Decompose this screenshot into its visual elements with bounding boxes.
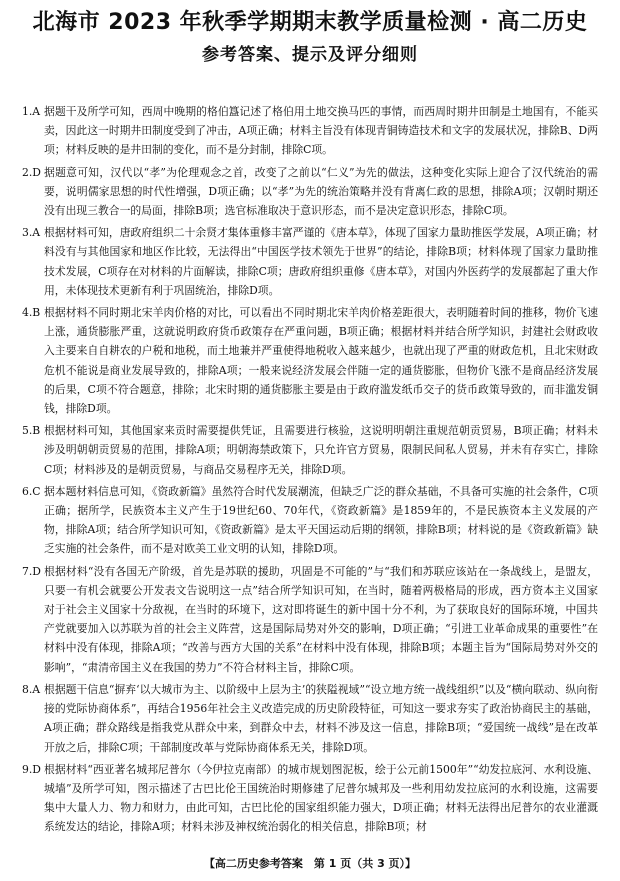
answer-number: 2.D	[22, 165, 41, 179]
answer-explanation: 根据材料“西亚著名城邦尼普尔（今伊拉克南部）的城市规划图泥板，绘于公元前1500年”“幼发拉底河、水利设施、城墙”及所学可知，图示描述了古巴比伦王国统治时期修建了尼普尔城邦及一些利用幼发拉底河的水利设施，这需要集中大量人力、物力和财力，由此可知，古巴比伦的国家组织能力强大，D项正确；材料无法得出尼普尔的农业灌溉系统发达的结论，排除A项；材料未涉及神权统治弱化的相关信息，排除B项；材	[44, 762, 598, 834]
answer-item	[22, 102, 598, 160]
answer-item	[22, 223, 598, 300]
answer-explanation: 根据材料可知，唐政府组织二十余贤才集体重修丰富严谨的《唐本草》，体现了国家力量助推医学发展，A项正确；材料没有与其他国家和地区作比较，无法得出“中国医学技术领先于世界”的结论，排除B项；材料体现了国家力量助推技术发展，C项存在对材料的片面解读，排除C项；唐政府组织重修《唐本草》，对国内外医药学的发展都起了重大作用，未体现技术更新有利于巩固统治，排除D项。	[44, 226, 598, 297]
answer-number: 9.D	[22, 762, 41, 776]
answer-item	[22, 680, 598, 757]
answer-number: 3.A	[22, 226, 41, 240]
answer-item	[22, 163, 598, 221]
answer-item	[22, 562, 598, 677]
answer-number: 8.A	[22, 682, 41, 696]
answer-list	[22, 102, 598, 837]
answer-item	[22, 760, 598, 837]
answer-number: 5.B	[22, 424, 41, 438]
answer-explanation: 根据材料可知，其他国家来贡时需要提供凭证，且需要进行核验，这说明明朝注重规范朝贡贸易，B项正确；材料未涉及明朝朝贡贸易的范围，排除A项；明朝海禁政策下，只允许官方贸易，限制民间私人贸易，并未有存实亡，排除C项；材料涉及的是朝贡贸易，与商品交易程序无关，排除D项。	[44, 424, 598, 476]
answer-item	[22, 303, 598, 418]
answer-explanation: 根据题干信息“摒弃‘以大城市为主、以阶级中上层为主’的狭隘视域”“设立地方统一战线组织”以及“横向联动、纵向衔接的党际协商体系”，再结合1956年社会主义改造完成的历史阶段特征，可知这一要求夯实了政治协商民主的基础，A项正确；群众路线是指我党从群众中来，到群众中去，材料不涉及这一信息，排除B项；“爱国统一战线”是在改革开放之后，排除C项；干部制度改革与党际协商体系无关，排除D项。	[44, 682, 598, 754]
page-subtitle: 参考答案、提示及评分细则	[202, 45, 418, 65]
page-footer: 【高二历史参考答案 第 1 页（共 3 页）】	[203, 857, 417, 870]
answer-explanation: 根据材料“没有各国无产阶级，首先是苏联的援助，巩固是不可能的”与“我们和苏联应该站在一条战线上，是盟友，只要一有机会就要公开发表文告说明这一点”结合所学知识可知，在当时，随着两极格局的形成，西方资本主义国家对于社会主义国家十分敌视，在当时的环境下，这对即将诞生的新中国十分不利，为了获取良好的国际环境，中国共产党就要加入以苏联为首的社会主义阵营，这是国际局势对外交的影响，D项正确；“引进工业革命成果的重要性”在材料中没有体现，排除A项；“改善与西方大国的关系”在材料中没有体现，排除B项；本题主旨为“国际局势对外交的影响”，“肃清帝国主义在我国的势力”不符合材料主旨，排除C项。	[44, 564, 598, 674]
answer-number: 1.A	[22, 105, 41, 118]
page-title: 北海市 2023 年秋季学期期末教学质量检测 · 高二历史	[32, 10, 588, 35]
answer-number: 7.D	[22, 564, 41, 578]
answer-number: 4.B	[22, 306, 41, 320]
answer-number: 6.C	[22, 484, 41, 498]
answer-item	[22, 421, 598, 479]
answer-explanation: 根据材料不同时期北宋羊肉价格的对比，可以看出不同时期北宋羊肉价格差距很大，表明随着时间的推移，物价飞速上涨，通货膨胀严重，这就说明政府货币政策存在严重问题，B项正确；根据材料并结合所学知识，封建社会财政收入主要来自自耕农的户税和地税，而土地兼并严重使得地税收入越来越少，也就出现了严重的财政危机，且北宋财政危机不能说是商业发展导致的，排除A项；一般来说经济发展会伴随一定的通货膨胀，但物价飞涨不是商品经济发展的后果，C项不符合题意，排除；北宋时期的通货膨胀主要是由于政府滥发纸币交子的货币政策导致的，而非滥发铜钱，排除D项。	[44, 306, 598, 416]
answer-item	[22, 482, 598, 559]
answer-explanation: 据本题材料信息可知，《资政新篇》虽然符合时代发展潮流，但缺乏广泛的群众基础，不具备可实施的社会条件，C项正确；据所学，民族资本主义产生于19世纪60、70年代，《资政新篇》是1859年的，不是民族资本主义发展的产物，排除A项；结合所学知识可知，《资政新篇》是太平天国运动后期的纲领，排除B项；材料说的是《资政新篇》缺乏实施的社会条件，而不是对欧美工业文明的认知，排除D项。	[44, 484, 598, 556]
answer-explanation: 据题干及所学可知，西周中晚期的格伯簋记述了格伯用土地交换马匹的事情，而西周时期井田制是土地国有，不能买卖，因此这一时期井田制度受到了冲击，A项正确；材料主旨没有体现青铜铸造技术和文字的发展状况，排除B、D两项；材料反映的是井田制的变化，而不是分封制，排除C项。	[44, 105, 598, 157]
answer-explanation: 据题意可知，汉代以“孝”为伦理观念之首，改变了之前以“仁义”为先的做法，这种变化实际上迎合了汉代统治的需要，说明儒家思想的时代性增强，D项正确；以“孝”为先的统治策略并没有背离仁政的思想，排除A项；汉朝时期还没有出现三教合一的局面，排除B项；选官标准取决于意识形态，而不是决定意识形态，排除C项。	[44, 165, 598, 218]
